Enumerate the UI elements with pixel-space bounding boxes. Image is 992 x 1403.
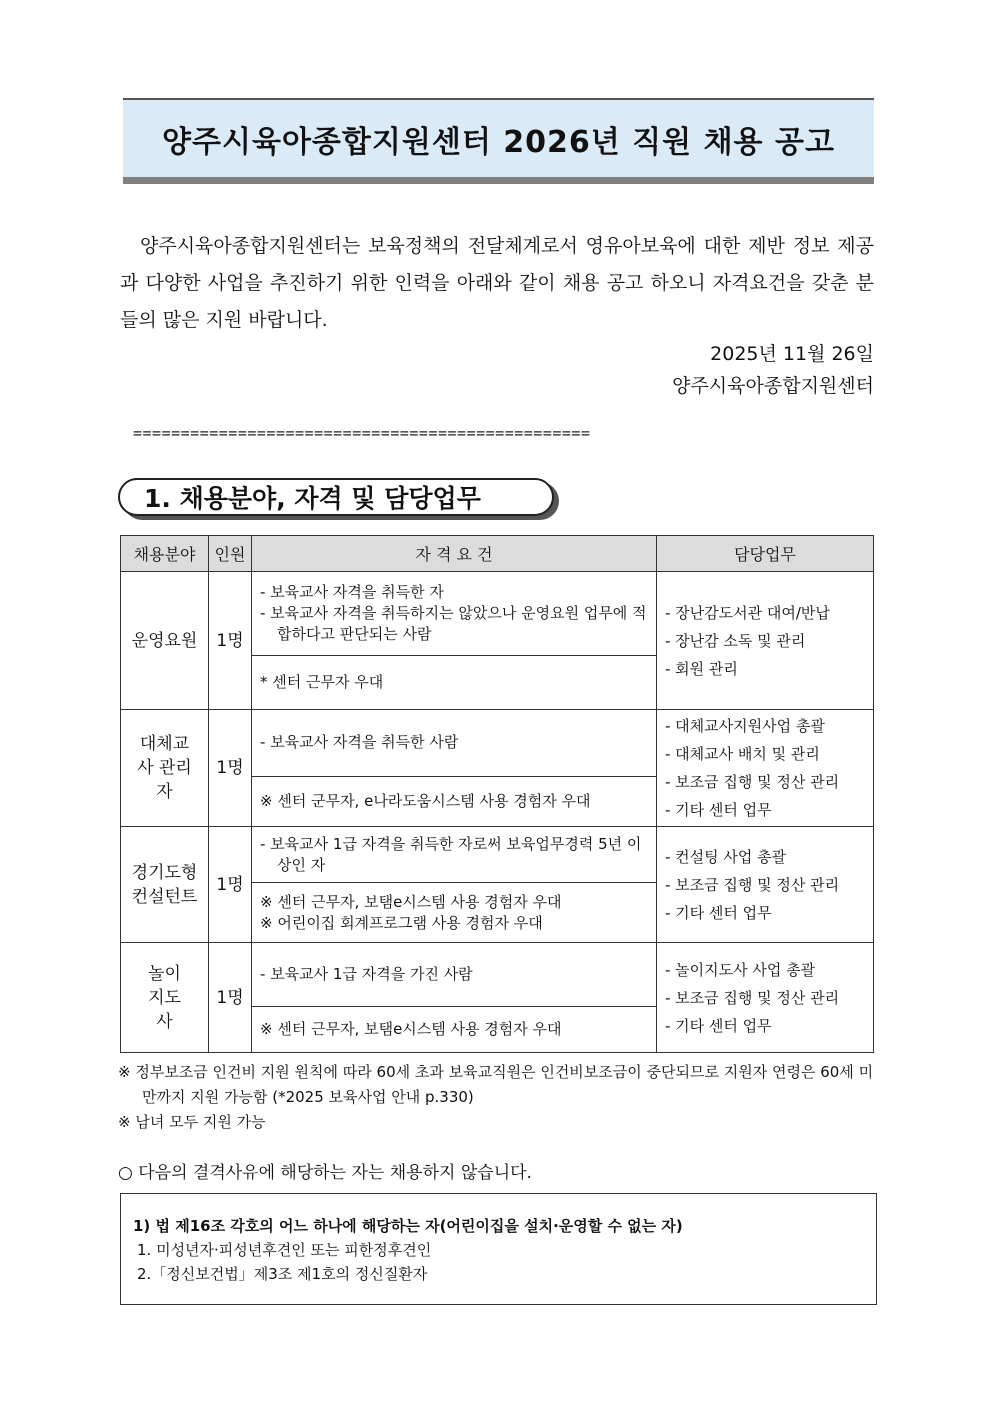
duty-item: - 컨설팅 사업 총괄 (665, 847, 787, 866)
date-block (672, 338, 874, 402)
preference-cell (252, 883, 657, 943)
requirement-item: - 보육교사 자격을 취득한 자 (260, 583, 444, 601)
field-cell (121, 943, 209, 1053)
page-title: 양주시육아종합지원센터 2026년 직원 채용 공고 (162, 124, 835, 160)
table-header-row (121, 536, 874, 572)
header-requirements: 자 격 요 건 (252, 536, 657, 572)
count-cell: 1명 (209, 943, 252, 1053)
duties-cell (657, 572, 874, 710)
table-row (121, 827, 874, 883)
disqualification-sub-item: 1. 미성년자·피성년후견인 또는 피한정후견인 (137, 1241, 432, 1259)
duty-item: - 보조금 집행 및 정산 관리 (665, 773, 840, 791)
duty-item: - 보조금 집행 및 정산 관리 (665, 988, 840, 1007)
intro-text: 양주시육아종합지원센터는 보육정책의 전달체계로서 영유아보육에 대한 제반 정보 제공과 다양한 사업을 추진하기 위한 인력을 아래와 같이 채용 공고 하오니 자격요건을 갖춘 분들의 많은 지원 바랍니다. (120, 235, 874, 331)
requirement-item: - 보육교사 자격을 취득하지는 않았으나 운영요원 업무에 적합하다고 판단되는 사람 (260, 604, 647, 643)
separator-line: ================================================ (133, 424, 591, 442)
requirement-cell (252, 572, 657, 656)
preference-item: ※ 어린이집 회계프로그램 사용 경험자 우대 (260, 913, 543, 932)
requirement-cell (252, 943, 657, 1007)
count-cell: 1명 (209, 710, 252, 827)
field-label: 대체교사 관리자 (137, 734, 192, 802)
requirement-item: - 보육교사 1급 자격을 가진 사람 (260, 965, 473, 983)
recruitment-table (120, 535, 874, 1053)
disqualification-intro: ○ 다음의 결격사유에 해당하는 자는 채용하지 않습니다. (118, 1163, 532, 1183)
requirement-item: - 보육교사 1급 자격을 취득한 자로써 보육업무경력 5년 이상인 자 (260, 834, 642, 874)
duty-item: - 기타 센터 업무 (665, 1016, 772, 1035)
duty-item: - 기타 센터 업무 (665, 801, 772, 819)
organization-name: 양주시육아종합지원센터 (672, 375, 874, 397)
disqualification-box (120, 1193, 877, 1305)
requirement-cell (252, 827, 657, 883)
duty-item: - 놀이지도사 사업 총괄 (665, 960, 816, 979)
table-row (121, 943, 874, 1007)
duty-item: - 보조금 집행 및 정산 관리 (665, 875, 840, 894)
disqualification-sub-item: 2.「정신보건법」제3조 제1호의 정신질환자 (137, 1265, 428, 1283)
field-cell: 운영요원 (121, 572, 209, 710)
preference-item: ※ 센터 근무자, 보탬e시스템 사용 경험자 우대 (260, 1020, 562, 1038)
duties-cell (657, 710, 874, 827)
field-label: 경기도형 컨설턴트 (131, 862, 198, 907)
preference-cell (252, 656, 657, 710)
duty-item: - 장난감 소독 및 관리 (665, 631, 806, 650)
preference-item: ※ 센터 군무자, e나라도움시스템 사용 경험자 우대 (260, 791, 591, 810)
count-cell: 1명 (209, 827, 252, 943)
preference-item: * 센터 근무자 우대 (260, 673, 384, 691)
duty-item: - 장난감도서관 대여/반납 (665, 603, 830, 622)
duty-item: - 대체교사지원사업 총괄 (665, 717, 825, 735)
title-banner (123, 98, 874, 184)
field-label: 놀이 지도사 (148, 963, 181, 1032)
field-cell (121, 710, 209, 827)
field-cell (121, 827, 209, 943)
note-item: ※ 남녀 모두 지원 가능 (118, 1113, 266, 1131)
disqualification-item-title: 1) 법 제16조 각호의 어느 하나에 해당하는 자(어린이집을 설치·운영할 수 없는 자) (133, 1217, 683, 1235)
requirement-item: - 보육교사 자격을 취득한 사람 (260, 733, 459, 752)
header-duties: 담당업무 (657, 536, 874, 572)
section-heading-tab (118, 478, 554, 516)
table-row (121, 710, 874, 777)
duties-cell (657, 827, 874, 943)
preference-cell (252, 1007, 657, 1053)
count-cell: 1명 (209, 572, 252, 710)
duty-item: - 회원 관리 (665, 659, 738, 678)
section-heading: 1. 채용분야, 자격 및 담당업무 (144, 484, 481, 513)
intro-paragraph (120, 228, 874, 339)
announcement-date: 2025년 11월 26일 (710, 343, 874, 365)
note-item: ※ 정부보조금 인건비 지원 원칙에 따라 60세 초과 보육교직원은 인건비보조금이 중단되므로 지원자 연령은 60세 미만까지 지원 가능함 (*2025 보육사업 안내 p.330) (118, 1063, 874, 1106)
table-row (121, 572, 874, 656)
header-field: 채용분야 (121, 536, 209, 572)
duty-item: - 대체교사 배치 및 관리 (665, 745, 820, 763)
preference-cell (252, 776, 657, 826)
duty-item: - 기타 센터 업무 (665, 903, 772, 922)
notes-block (118, 1060, 876, 1135)
header-count: 인원 (209, 536, 252, 572)
requirement-cell (252, 710, 657, 777)
duties-cell (657, 943, 874, 1053)
preference-item: ※ 센터 근무자, 보탬e시스템 사용 경험자 우대 (260, 892, 562, 911)
